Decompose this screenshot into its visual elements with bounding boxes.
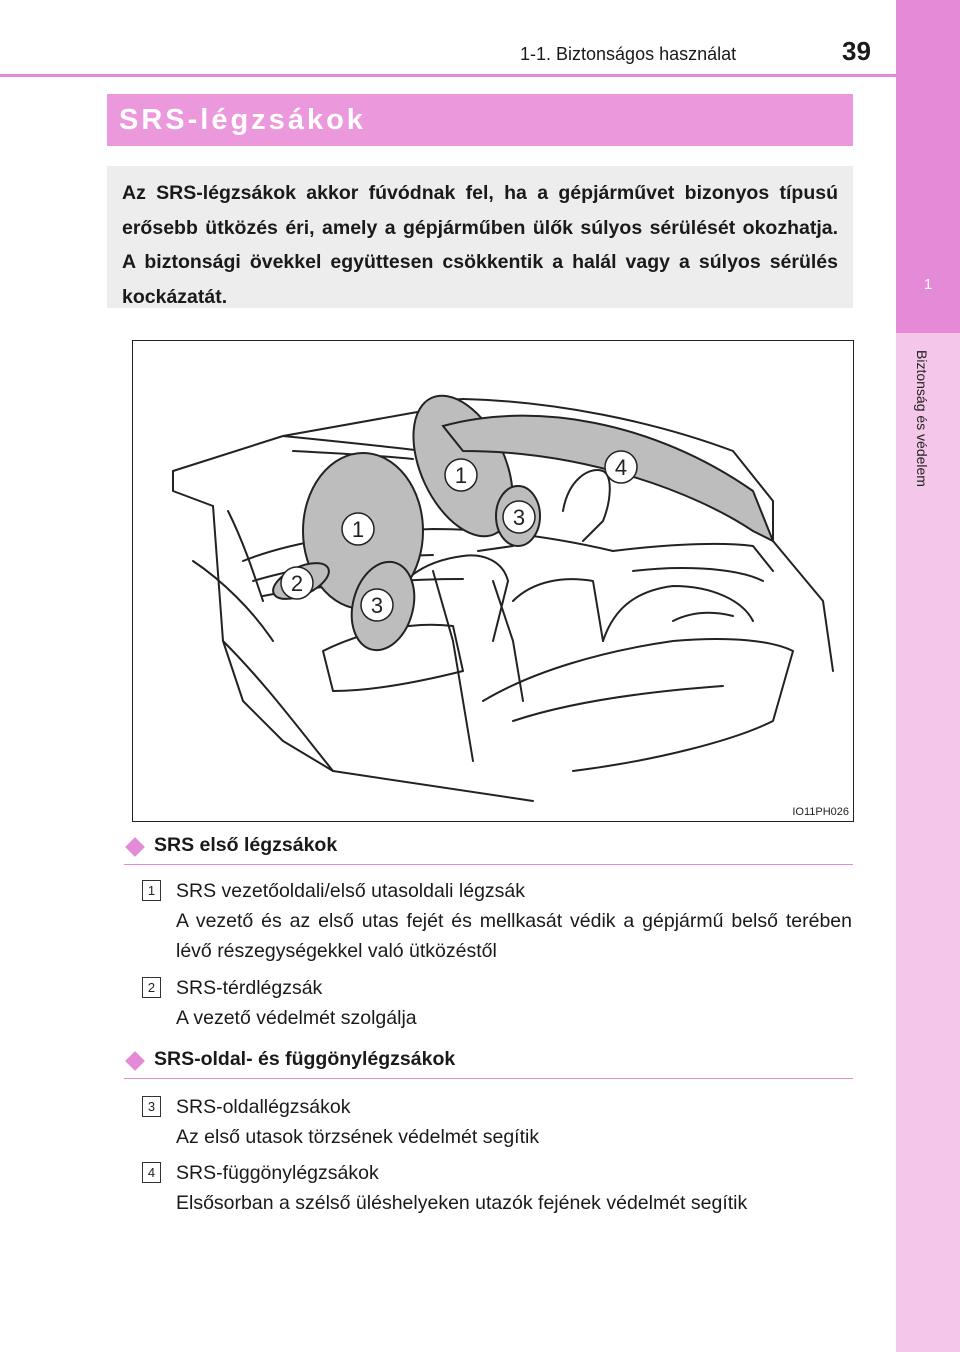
section-title-bar [107, 94, 853, 146]
intro-text: Az SRS-légzsákok akkor fúvódnak fel, ha a gépjárművet bizonyos típusú erősebb ütközés éri, amely a gépjárműben ülők súlyos sérülését okozhatja. A biztonsági övekkel együttesen csökkentik a halál vagy a súlyos sérülés kockázatát. [122, 182, 838, 308]
intro-box [107, 166, 853, 308]
chapter-tab[interactable] [896, 0, 960, 333]
item-desc: A vezető és az első utas fejét és mellkasát védik a gépjármű belső terében lévő részegységekkel való ütközéstől [176, 910, 852, 962]
item-number-badge: 1 [142, 880, 161, 901]
item-number-badge: 3 [142, 1096, 161, 1117]
section-title: SRS-légzsákok [119, 104, 366, 136]
list-item [142, 1092, 854, 1154]
diamond-icon [125, 837, 145, 857]
subheading-side-curtain-airbags [124, 1048, 853, 1079]
list-item [142, 876, 854, 968]
figure-code: IO11PH026 [792, 806, 849, 818]
item-title: SRS vezetőoldali/első utasoldali légzsák [176, 880, 526, 902]
callout-1-driver: 1 [351, 517, 365, 542]
chapter-number: 1 [923, 276, 933, 293]
list-item [142, 1158, 854, 1250]
page-number: 39 [842, 36, 871, 66]
callout-4: 4 [614, 455, 628, 480]
chapter-label-wrap [912, 350, 936, 570]
item-title: SRS-oldallégzsákok [176, 1096, 351, 1118]
callout-2: 2 [290, 571, 304, 596]
item-number-badge: 2 [142, 977, 161, 998]
subheading-text: SRS-oldal- és függönylégzsákok [154, 1048, 456, 1070]
car-interior-illustration [133, 341, 853, 821]
item-title: SRS-térdlégzsák [176, 977, 323, 999]
item-title: SRS-függönylégzsákok [176, 1162, 379, 1184]
diamond-icon [125, 1051, 145, 1071]
item-desc: Az első utasok törzsének védelmét segítik [176, 1126, 540, 1148]
chapter-label: Biztonság és védelem [914, 350, 930, 487]
callout-3-front: 3 [370, 593, 384, 618]
callout-1-passenger: 1 [454, 463, 468, 488]
airbag-figure [132, 340, 854, 822]
subheading-text: SRS első légzsákok [154, 834, 338, 856]
item-desc: A vezető védelmét szolgálja [176, 1007, 417, 1029]
item-number-badge: 4 [142, 1162, 161, 1183]
list-item [142, 973, 854, 1035]
callout-3-side: 3 [512, 505, 526, 530]
running-head: 1-1. Biztonságos használat [520, 44, 737, 64]
header-rule [0, 74, 896, 77]
item-desc: Elsősorban a szélső üléshelyeken utazók fejének védelmét segítik [176, 1192, 748, 1214]
subheading-front-airbags [124, 834, 853, 865]
